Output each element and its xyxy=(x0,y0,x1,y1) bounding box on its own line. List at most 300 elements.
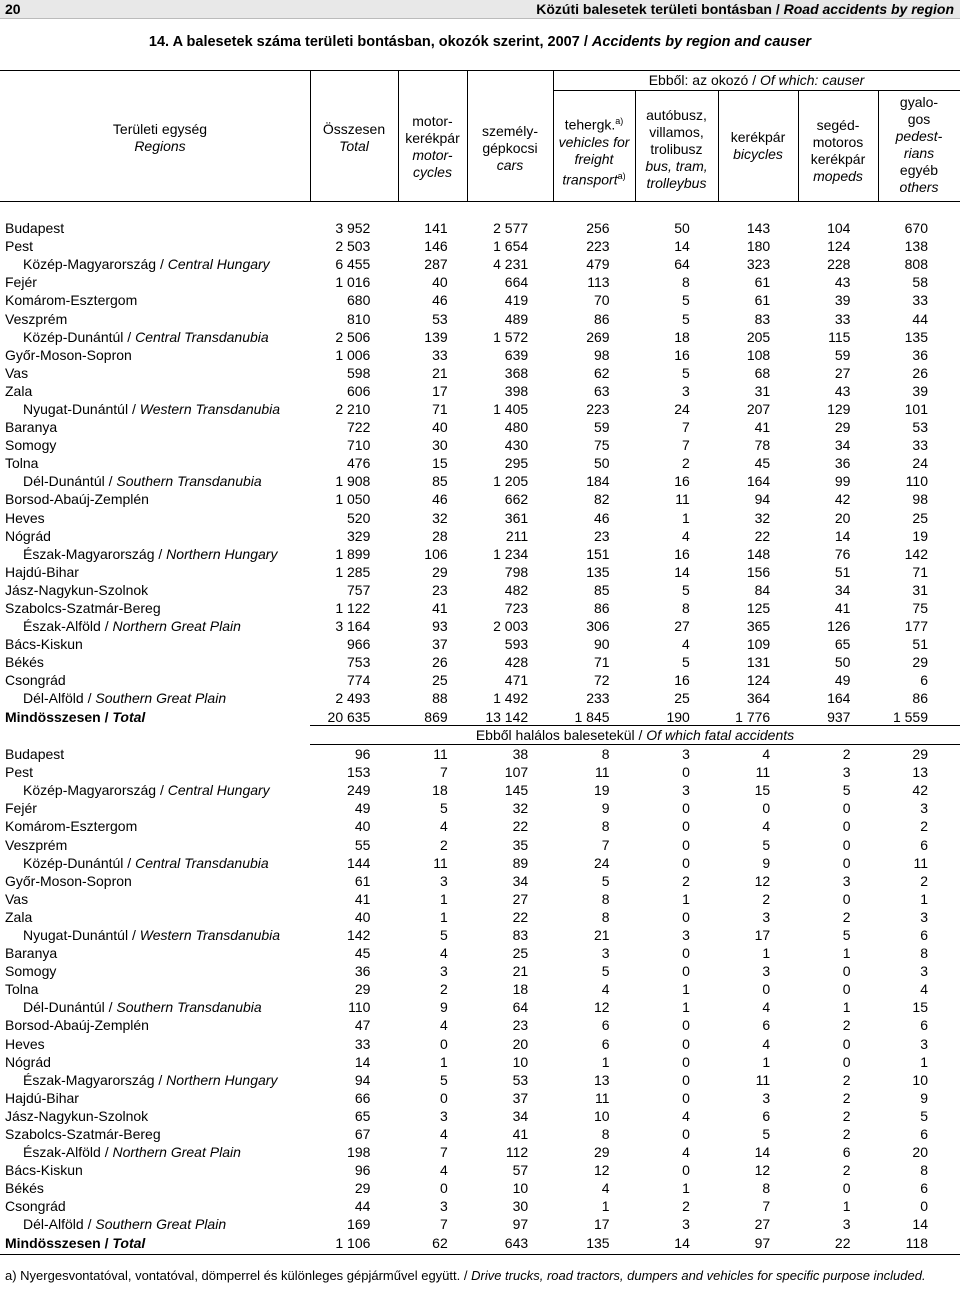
cell-value: 61 xyxy=(754,274,771,291)
cell-value: 3 xyxy=(762,908,771,925)
table-row xyxy=(0,835,960,853)
cell-value: 10 xyxy=(912,1071,928,1088)
cell-value: 29 xyxy=(834,419,851,436)
cell-value: 207 xyxy=(746,400,771,417)
cell-value: 0 xyxy=(682,854,690,871)
cell-value: 148 xyxy=(746,545,771,562)
cell-value: 106 xyxy=(424,545,448,562)
cell-value: 110 xyxy=(348,999,371,1016)
cell-value: 471 xyxy=(504,672,529,689)
cell-value: 33 xyxy=(432,346,448,363)
region-name: Békés xyxy=(5,654,44,671)
cell-value: 3 xyxy=(682,926,690,943)
cell-value: 1 908 xyxy=(335,473,371,490)
region-name: Budapest xyxy=(5,746,65,763)
cell-value: 29 xyxy=(354,981,371,998)
cell-value: 1 016 xyxy=(335,274,371,291)
cell-value: 3 xyxy=(439,1107,448,1124)
cell-value: 3 xyxy=(439,963,448,980)
cell-value: 18 xyxy=(432,782,448,799)
region-name: Dél-Dunántúl / Southern Transdanubia xyxy=(23,999,262,1016)
cell-value: 109 xyxy=(746,636,771,653)
cell-value: 138 xyxy=(904,238,928,255)
cell-value: 2 xyxy=(920,818,928,835)
cell-value: 19 xyxy=(593,782,610,799)
cell-value: 33 xyxy=(912,437,928,454)
table-row xyxy=(0,328,960,346)
cell-value: 83 xyxy=(512,926,529,943)
cell-value: 46 xyxy=(593,509,610,526)
region-name: Budapest xyxy=(5,220,65,237)
cell-value: 3 xyxy=(842,1216,851,1233)
cell-value: 12 xyxy=(593,1162,610,1179)
cell-value: 12 xyxy=(754,1162,771,1179)
cell-value: 23 xyxy=(512,1017,529,1034)
table-row xyxy=(0,962,960,980)
cell-value: 25 xyxy=(912,509,928,526)
table-row xyxy=(0,926,960,944)
cell-value: 43 xyxy=(834,382,851,399)
cell-value: 198 xyxy=(347,1144,371,1161)
cell-value: 1 xyxy=(439,908,448,925)
cell-value: 94 xyxy=(354,1071,371,1088)
region-name: Csongrád xyxy=(5,672,66,689)
cell-value: 24 xyxy=(593,854,610,871)
table-row xyxy=(0,1035,960,1053)
cell-value: 670 xyxy=(904,220,928,237)
cell-value: 96 xyxy=(354,1162,371,1179)
cell-value: 1 xyxy=(842,999,851,1016)
table-row xyxy=(0,854,960,872)
region-name: Somogy xyxy=(5,963,57,980)
cell-value: 142 xyxy=(347,926,371,943)
table-row xyxy=(0,400,960,418)
cell-value: 8 xyxy=(682,274,690,291)
cell-value: 22 xyxy=(834,1234,851,1251)
region-name: Borsod-Abaúj-Zemplén xyxy=(5,491,149,508)
cell-value: 4 xyxy=(439,1162,448,1179)
cell-value: 0 xyxy=(842,890,851,907)
cell-value: 13 142 xyxy=(485,708,529,725)
cell-value: 398 xyxy=(504,382,529,399)
cell-value: 1 006 xyxy=(335,346,371,363)
cell-value: 42 xyxy=(834,491,851,508)
cell-value: 4 xyxy=(439,1017,448,1034)
cell-value: 5 xyxy=(439,926,448,943)
region-name: Hajdú-Bihar xyxy=(5,563,79,580)
table-row xyxy=(0,1143,960,1161)
table-row xyxy=(0,472,960,490)
cell-value: 36 xyxy=(354,963,371,980)
accidents-table xyxy=(0,219,960,726)
cell-value: 1 899 xyxy=(335,545,371,562)
cell-value: 2 xyxy=(682,872,690,889)
region-name: Pest xyxy=(5,238,34,255)
cell-value: 53 xyxy=(912,419,928,436)
cell-value: 1 106 xyxy=(335,1234,371,1251)
cell-value: 12 xyxy=(593,999,610,1016)
table-row xyxy=(0,980,960,998)
cell-value: 0 xyxy=(439,1035,448,1052)
table-row xyxy=(0,545,960,563)
cell-value: 40 xyxy=(354,818,371,835)
cell-value: 5 xyxy=(682,654,690,671)
cell-value: 75 xyxy=(593,437,610,454)
cell-value: 9 xyxy=(439,999,448,1016)
cell-value: 10 xyxy=(512,1180,529,1197)
cell-value: 1 285 xyxy=(335,563,371,580)
cell-value: 430 xyxy=(504,437,529,454)
cell-value: 44 xyxy=(354,1198,371,1215)
cell-value: 3 xyxy=(762,963,771,980)
region-name: Észak-Magyarország / Northern Hungary xyxy=(23,545,278,562)
cell-value: 61 xyxy=(754,292,771,309)
cell-value: 124 xyxy=(827,238,851,255)
cell-value: 18 xyxy=(674,328,690,345)
cell-value: 1 559 xyxy=(892,708,928,725)
cell-value: 7 xyxy=(682,419,690,436)
table-row xyxy=(0,781,960,799)
cell-value: 2 xyxy=(439,981,448,998)
cell-value: 1 492 xyxy=(493,690,529,707)
cell-value: 798 xyxy=(504,563,529,580)
cell-value: 2 506 xyxy=(335,328,371,345)
cell-value: 41 xyxy=(834,600,851,617)
cell-value: 86 xyxy=(593,600,610,617)
cell-value: 43 xyxy=(834,274,851,291)
cell-value: 27 xyxy=(834,364,851,381)
cell-value: 50 xyxy=(593,455,610,472)
cell-value: 5 xyxy=(682,364,690,381)
cell-value: 108 xyxy=(746,346,771,363)
cell-value: 141 xyxy=(424,220,448,237)
cell-value: 1 xyxy=(601,1053,610,1070)
cell-value: 190 xyxy=(666,708,690,725)
cell-value: 34 xyxy=(512,872,529,889)
cell-value: 9 xyxy=(920,1089,928,1106)
cell-value: 42 xyxy=(912,782,928,799)
cell-value: 2 xyxy=(842,1017,851,1034)
cell-value: 47 xyxy=(354,1017,371,1034)
cell-value: 0 xyxy=(682,1017,690,1034)
cell-value: 11 xyxy=(675,491,690,508)
cell-value: 64 xyxy=(512,999,529,1016)
cell-value: 3 xyxy=(439,1198,448,1215)
region-name: Közép-Dunántúl / Central Transdanubia xyxy=(23,328,269,345)
cell-value: 39 xyxy=(834,292,851,309)
table-row xyxy=(0,1107,960,1125)
cell-value: 50 xyxy=(674,220,690,237)
cell-value: 1 050 xyxy=(335,491,371,508)
cell-value: 11 xyxy=(595,1089,610,1106)
table-row xyxy=(0,346,960,364)
cell-value: 1 405 xyxy=(493,400,529,417)
table-row xyxy=(0,617,960,635)
cell-value: 14 xyxy=(674,1234,690,1251)
cell-value: 49 xyxy=(834,672,851,689)
region-name: Nyugat-Dunántúl / Western Transdanubia xyxy=(23,926,281,943)
table-row xyxy=(0,1053,960,1071)
region-name: Győr-Moson-Sopron xyxy=(5,872,132,889)
cell-value: 7 xyxy=(601,836,610,853)
cell-value: 1 xyxy=(682,981,690,998)
cell-value: 8 xyxy=(601,890,610,907)
cell-value: 35 xyxy=(512,836,529,853)
cell-value: 757 xyxy=(347,581,371,598)
cell-value: 17 xyxy=(432,382,448,399)
table-row xyxy=(0,1071,960,1089)
cell-value: 479 xyxy=(586,256,610,273)
cell-value: 57 xyxy=(512,1162,529,1179)
cell-value: 14 xyxy=(354,1053,371,1070)
table-row xyxy=(0,1234,960,1252)
cell-value: 5 xyxy=(682,292,690,309)
table-row xyxy=(0,908,960,926)
region-name: Hajdú-Bihar xyxy=(5,1089,79,1106)
cell-value: 20 635 xyxy=(327,708,371,725)
cell-value: 2 577 xyxy=(493,220,529,237)
cell-value: 1 xyxy=(601,1198,610,1215)
cell-value: 85 xyxy=(593,581,610,598)
cell-value: 5 xyxy=(842,926,851,943)
table-row xyxy=(0,436,960,454)
cell-value: 33 xyxy=(354,1035,371,1052)
cell-value: 110 xyxy=(905,473,928,490)
cell-value: 1 xyxy=(682,509,690,526)
cell-value: 135 xyxy=(586,563,610,580)
cell-value: 0 xyxy=(682,1035,690,1052)
cell-value: 7 xyxy=(439,764,448,781)
cell-value: 14 xyxy=(754,1144,771,1161)
cell-value: 98 xyxy=(912,491,928,508)
page-number: 20 xyxy=(5,1,21,17)
cell-value: 39 xyxy=(912,382,928,399)
region-name: Fejér xyxy=(5,274,37,291)
cell-value: 3 xyxy=(920,963,928,980)
cell-value: 2 xyxy=(842,1089,851,1106)
table-row xyxy=(0,527,960,545)
header-bus: autóbusz, villamos, trolibusz bus, tram, trolleybus xyxy=(645,107,708,191)
region-name: Veszprém xyxy=(5,310,68,327)
cell-value: 8 xyxy=(601,818,610,835)
cell-value: 142 xyxy=(904,545,928,562)
cell-value: 3 xyxy=(762,1089,771,1106)
cell-value: 11 xyxy=(433,854,448,871)
cell-value: 1 776 xyxy=(735,708,771,725)
region-name: Vas xyxy=(5,364,29,381)
cell-value: 13 xyxy=(593,1071,610,1088)
cell-value: 3 xyxy=(439,872,448,889)
cell-value: 223 xyxy=(586,400,610,417)
region-name: Tolna xyxy=(5,455,39,472)
cell-value: 306 xyxy=(586,618,610,635)
region-name: Jász-Nagykun-Szolnok xyxy=(5,581,149,598)
region-name: Dél-Alföld / Southern Great Plain xyxy=(23,690,227,707)
cell-value: 26 xyxy=(912,364,928,381)
region-name: Győr-Moson-Sopron xyxy=(5,346,132,363)
cell-value: 19 xyxy=(912,527,928,544)
cell-value: 869 xyxy=(424,708,448,725)
cell-value: 2 003 xyxy=(493,618,529,635)
cell-value: 99 xyxy=(834,473,851,490)
cell-value: 29 xyxy=(432,563,448,580)
region-name: Mindösszesen / Total xyxy=(5,708,146,725)
cell-value: 36 xyxy=(834,455,851,472)
cell-value: 20 xyxy=(912,1144,928,1161)
cell-value: 32 xyxy=(432,509,448,526)
cell-value: 97 xyxy=(512,1216,529,1233)
cell-value: 0 xyxy=(682,1162,690,1179)
cell-value: 0 xyxy=(682,963,690,980)
region-name: Csongrád xyxy=(5,1198,66,1215)
cell-value: 14 xyxy=(834,527,851,544)
cell-value: 9 xyxy=(601,800,610,817)
cell-value: 6 455 xyxy=(335,256,371,273)
cell-value: 33 xyxy=(912,292,928,309)
cell-value: 46 xyxy=(432,491,448,508)
running-header xyxy=(0,0,960,19)
cell-value: 29 xyxy=(354,1180,371,1197)
cell-value: 29 xyxy=(912,746,928,763)
table-row xyxy=(0,763,960,781)
cell-value: 20 xyxy=(512,1035,529,1052)
region-name: Nógrád xyxy=(5,527,51,544)
cell-value: 1 xyxy=(842,945,851,962)
cell-value: 151 xyxy=(586,545,610,562)
cell-value: 1 xyxy=(439,890,448,907)
region-name: Szabolcs-Szatmár-Bereg xyxy=(5,600,161,617)
cell-value: 3 xyxy=(682,782,690,799)
header-pedestrians: gyalo- gos pedest- rians egyéb others xyxy=(895,94,943,195)
cell-value: 4 xyxy=(682,527,690,544)
cell-value: 169 xyxy=(347,1216,371,1233)
cell-value: 6 xyxy=(920,1017,928,1034)
cell-value: 223 xyxy=(586,238,610,255)
cell-value: 5 xyxy=(601,872,610,889)
table-row xyxy=(0,998,960,1016)
table-row xyxy=(0,817,960,835)
cell-value: 3 952 xyxy=(335,220,371,237)
cell-value: 34 xyxy=(834,581,851,598)
table-row xyxy=(0,418,960,436)
cell-value: 2 xyxy=(682,455,690,472)
header-group: Ebből: az okozó / Of which: causer xyxy=(648,72,865,88)
cell-value: 5 xyxy=(601,963,610,980)
cell-value: 94 xyxy=(754,491,771,508)
table-row xyxy=(0,653,960,671)
cell-value: 32 xyxy=(512,800,529,817)
cell-value: 112 xyxy=(505,1144,529,1161)
cell-value: 4 xyxy=(762,746,771,763)
cell-value: 45 xyxy=(354,945,371,962)
cell-value: 184 xyxy=(586,473,610,490)
table-row xyxy=(0,454,960,472)
cell-value: 124 xyxy=(746,672,771,689)
cell-value: 144 xyxy=(347,854,371,871)
cell-value: 25 xyxy=(512,945,529,962)
cell-value: 107 xyxy=(504,764,529,781)
cell-value: 125 xyxy=(746,600,771,617)
cell-value: 0 xyxy=(842,800,851,817)
cell-value: 86 xyxy=(593,310,610,327)
cell-value: 0 xyxy=(842,1180,851,1197)
region-name: Dél-Alföld / Southern Great Plain xyxy=(23,1216,227,1233)
cell-value: 4 xyxy=(682,1107,690,1124)
cell-value: 64 xyxy=(674,256,690,273)
cell-value: 11 xyxy=(755,1071,771,1088)
cell-value: 1 234 xyxy=(493,545,529,562)
cell-value: 22 xyxy=(512,908,529,925)
cell-value: 722 xyxy=(347,419,371,436)
cell-value: 97 xyxy=(754,1234,771,1251)
region-name: Közép-Magyarország / Central Hungary xyxy=(23,782,270,799)
cell-value: 75 xyxy=(912,600,928,617)
cell-value: 0 xyxy=(682,764,690,781)
header-region: Területi egység Regions xyxy=(112,121,208,154)
cell-value: 44 xyxy=(912,310,928,327)
cell-value: 0 xyxy=(682,800,690,817)
cell-value: 2 xyxy=(842,1071,851,1088)
cell-value: 1 xyxy=(682,890,690,907)
cell-value: 680 xyxy=(347,292,371,309)
cell-value: 808 xyxy=(904,256,928,273)
cell-value: 135 xyxy=(904,328,928,345)
cell-value: 368 xyxy=(504,364,529,381)
cell-value: 1 572 xyxy=(493,328,529,345)
header-motorcycles: motor- kerékpár motor- cycles xyxy=(405,113,460,180)
table-row xyxy=(0,1161,960,1179)
table-row xyxy=(0,1215,960,1233)
cell-value: 4 xyxy=(762,999,771,1016)
cell-value: 0 xyxy=(682,1126,690,1143)
cell-value: 7 xyxy=(439,1216,448,1233)
cell-value: 40 xyxy=(432,419,448,436)
cell-value: 0 xyxy=(762,981,771,998)
cell-value: 11 xyxy=(433,746,448,763)
cell-value: 3 xyxy=(682,746,690,763)
cell-value: 664 xyxy=(504,274,529,291)
cell-value: 5 xyxy=(762,836,771,853)
cell-value: 4 xyxy=(601,1180,610,1197)
cell-value: 14 xyxy=(674,563,690,580)
cell-value: 3 xyxy=(920,1035,928,1052)
cell-value: 45 xyxy=(754,455,771,472)
cell-value: 4 xyxy=(762,1035,771,1052)
cell-value: 143 xyxy=(746,220,771,237)
cell-value: 41 xyxy=(432,600,448,617)
cell-value: 59 xyxy=(593,419,610,436)
table-row xyxy=(0,745,960,763)
cell-value: 22 xyxy=(754,527,771,544)
cell-value: 41 xyxy=(512,1126,529,1143)
cell-value: 1 xyxy=(682,1180,690,1197)
cell-value: 25 xyxy=(674,690,690,707)
cell-value: 30 xyxy=(512,1198,529,1215)
cell-value: 256 xyxy=(586,220,610,237)
cell-value: 71 xyxy=(432,400,448,417)
cell-value: 287 xyxy=(424,256,448,273)
cell-value: 68 xyxy=(754,364,771,381)
cell-value: 8 xyxy=(601,746,610,763)
table-row xyxy=(0,671,960,689)
cell-value: 329 xyxy=(347,527,371,544)
cell-value: 2 xyxy=(842,746,851,763)
region-name: Vas xyxy=(5,890,29,907)
cell-value: 8 xyxy=(920,1162,928,1179)
cell-value: 129 xyxy=(827,400,851,417)
cell-value: 9 xyxy=(762,854,771,871)
cell-value: 2 xyxy=(682,1198,690,1215)
